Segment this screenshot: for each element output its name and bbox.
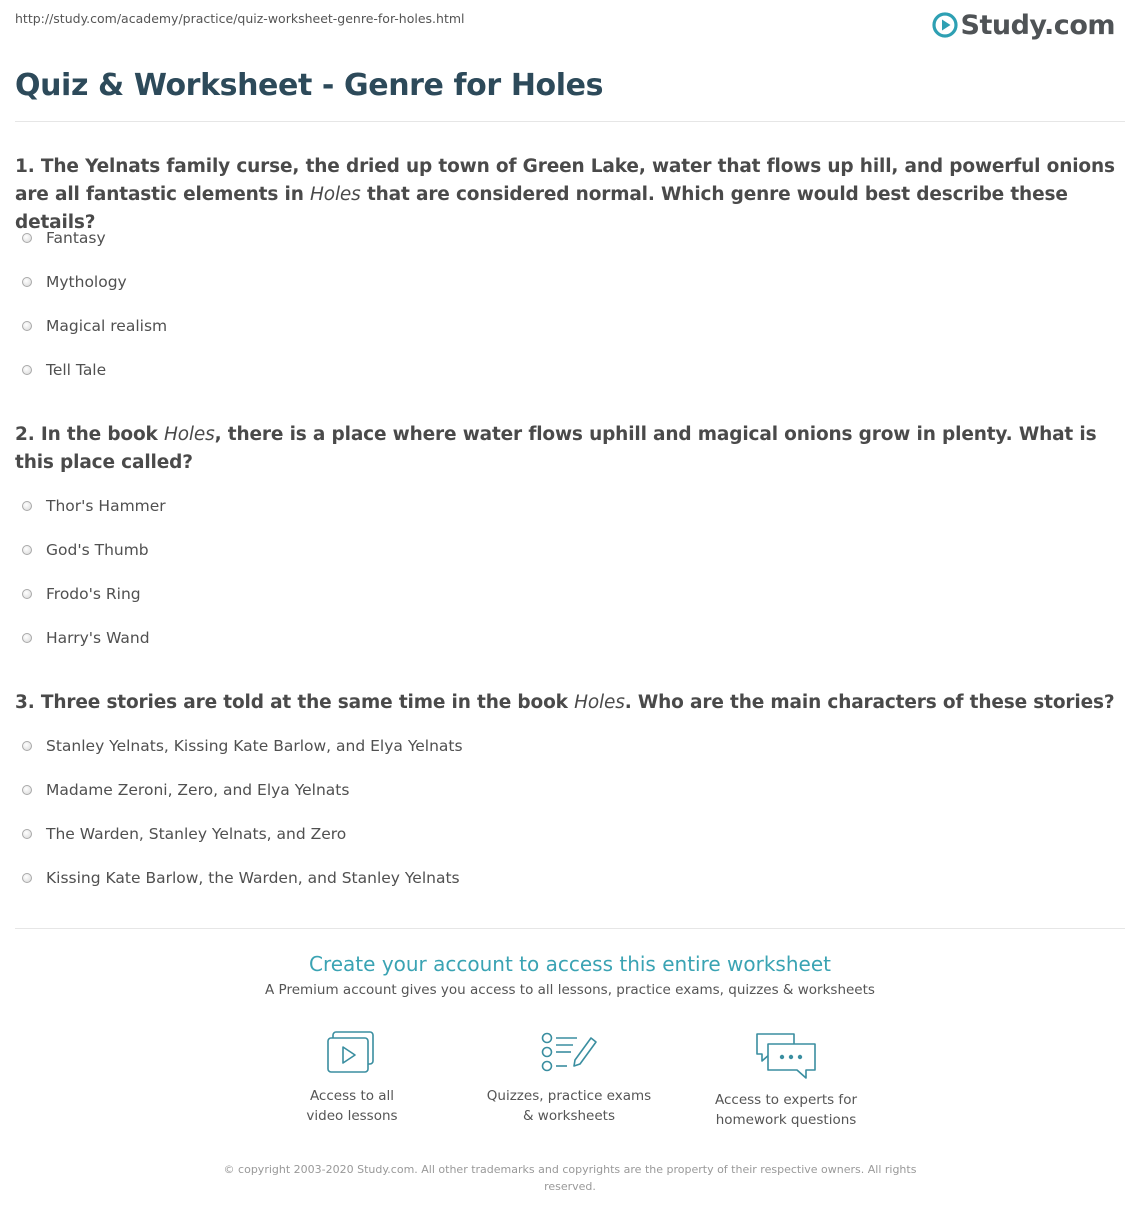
premium-description: A Premium account gives you access to all lessons, practice exams, quizzes & worksheets — [265, 982, 875, 998]
feature-experts — [686, 1030, 886, 1130]
answer-option[interactable]: Frodo's Ring — [22, 583, 141, 605]
feature-label-line: homework questions — [715, 1112, 857, 1128]
radio-button[interactable] — [22, 501, 32, 511]
question-2: 2. In the book Holes, there is a place where water flows uphill and magical onions grow in plenty. What is this place called? — [15, 424, 1097, 473]
feature-quizzes — [469, 1030, 669, 1126]
logo-text: Study.com — [960, 9, 1115, 41]
play-logo-icon — [932, 12, 958, 38]
quiz-checklist-icon — [539, 1030, 599, 1076]
feature-video-lessons — [252, 1030, 452, 1126]
radio-button[interactable] — [22, 589, 32, 599]
answer-option[interactable]: God's Thumb — [22, 539, 149, 561]
page-url: http://study.com/academy/practice/quiz-worksheet-genre-for-holes.html — [15, 11, 465, 26]
feature-label-line: Quizzes, practice exams — [486, 1088, 652, 1104]
question-3: 3. Three stories are told at the same time in the book Holes. Who are the main characters of these stories? — [15, 692, 1115, 713]
video-lessons-icon — [325, 1030, 379, 1076]
feature-label-line: video lessons — [306, 1108, 398, 1124]
feature-label-line: Access to all — [309, 1088, 395, 1104]
study-com-logo[interactable] — [932, 8, 1115, 42]
radio-button[interactable] — [22, 785, 32, 795]
title-divider — [15, 121, 1125, 122]
radio-button[interactable] — [22, 545, 32, 555]
radio-button[interactable] — [22, 741, 32, 751]
section-divider — [15, 928, 1125, 929]
radio-button[interactable] — [22, 233, 32, 243]
answer-option[interactable]: The Warden, Stanley Yelnats, and Zero — [22, 823, 346, 845]
create-account-link[interactable]: Create your account to access this entire worksheet — [309, 952, 831, 976]
radio-button[interactable] — [22, 321, 32, 331]
radio-button[interactable] — [22, 633, 32, 643]
answer-option[interactable]: Kissing Kate Barlow, the Warden, and Stanley Yelnats — [22, 867, 460, 889]
answer-option[interactable]: Mythology — [22, 271, 127, 293]
copyright-notice: © copyright 2003-2020 Study.com. All other trademarks and copyrights are the property of their respective owners. All rights reserved. — [223, 1163, 917, 1193]
answer-option[interactable]: Tell Tale — [22, 359, 106, 381]
radio-button[interactable] — [22, 365, 32, 375]
feature-label-line: & worksheets — [522, 1108, 615, 1124]
answer-option[interactable]: Madame Zeroni, Zero, and Elya Yelnats — [22, 779, 349, 801]
answer-option[interactable]: Thor's Hammer — [22, 495, 166, 517]
answer-option[interactable]: Fantasy — [22, 227, 106, 249]
chat-bubbles-icon — [754, 1030, 818, 1080]
answer-option[interactable]: Stanley Yelnats, Kissing Kate Barlow, and Elya Yelnats — [22, 735, 463, 757]
radio-button[interactable] — [22, 277, 32, 287]
answer-option[interactable]: Magical realism — [22, 315, 167, 337]
radio-button[interactable] — [22, 829, 32, 839]
page-title: Quiz & Worksheet - Genre for Holes — [15, 68, 604, 103]
question-1: 1. The Yelnats family curse, the dried up town of Green Lake, water that flows up hill, and powerful onions are all fantastic elements in Holes that are considered normal. Which genre would best describe these details? — [15, 156, 1115, 233]
radio-button[interactable] — [22, 873, 32, 883]
feature-label-line: Access to experts for — [714, 1092, 857, 1108]
answer-option[interactable]: Harry's Wand — [22, 627, 150, 649]
